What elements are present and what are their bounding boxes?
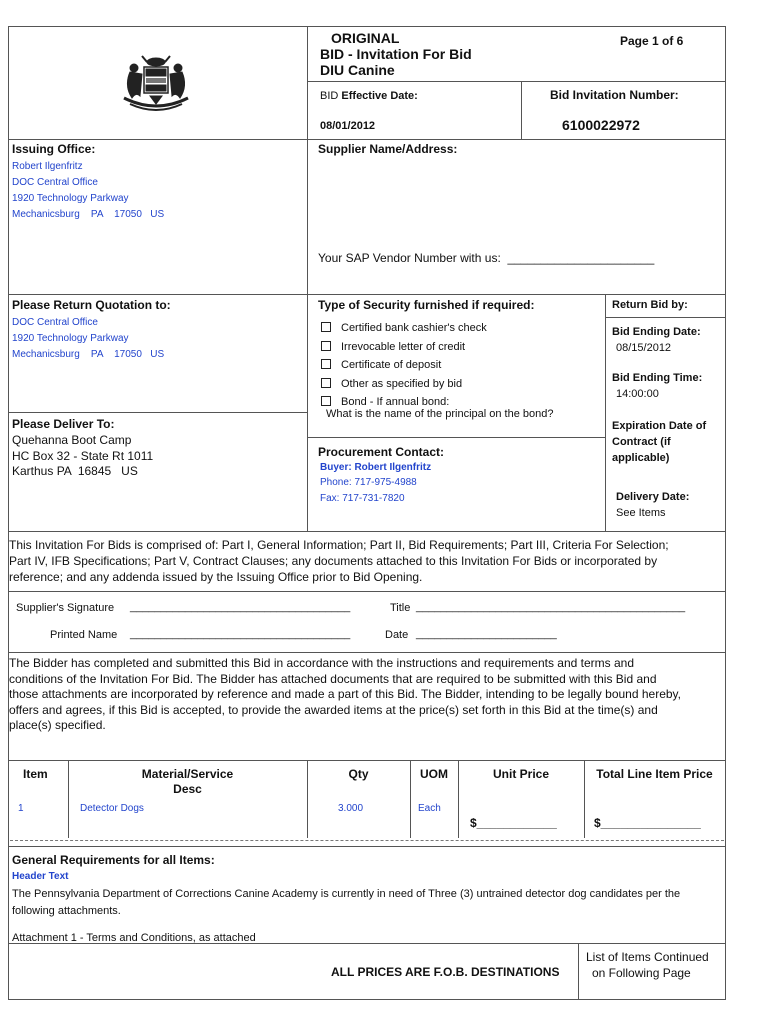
bid-title: BID - Invitation For Bid [320,46,472,62]
issuing-office-address: Robert Ilgenfritz DOC Central Office 1920 Technology Parkway Mechanicsburg PA 17050 US [12,161,165,220]
col-header-material: Material/Service Desc [141,767,234,796]
frame-top [8,26,726,27]
checkbox-icon[interactable] [321,396,331,406]
deliver-to-address: Quehanna Boot Camp HC Box 32 - State Rt 1011 Karthus PA 16845 US [12,433,154,478]
sap-vendor-field[interactable]: Your SAP Vendor Number with us: ______________________ [318,251,655,265]
divider-v-footer [578,943,579,999]
bid-ending-date-value: 08/15/2012 [616,342,672,354]
general-body: The Pennsylvania Department of Corrections Canine Academy is currently in need of Three (3) untrained detector dog candidates per the following attachments. [12,888,681,917]
fob-note: ALL PRICES ARE F.O.B. DESTINATIONS [331,965,560,979]
divider-h-deliver [8,412,307,413]
divider-h4 [8,591,726,592]
col-header-item: Item [23,767,48,781]
supplier-signature-label: Supplier's Signature [16,602,115,614]
divider-h1 [8,139,726,140]
items-continued-note: List of Items Continued on Following Page [586,950,709,980]
divider-h3 [8,531,726,532]
bond-question: What is the name of the principal on the bond? [326,408,554,420]
invitation-number-value: 6100022972 [562,117,640,133]
divider-h-header [307,81,726,82]
invitation-number-label: Bid Invitation Number: [550,88,679,102]
checkbox-icon[interactable] [321,359,331,369]
divider-v3 [605,294,606,531]
title-label: Title [390,602,411,614]
effective-date-value: 08/01/2012 [320,120,376,132]
frame-left [8,26,9,1000]
procurement-label: Procurement Contact: [318,445,445,459]
supplier-label: Supplier Name/Address: [318,142,458,156]
divider-h5 [8,652,726,653]
divider-h7 [8,846,726,847]
checkbox-icon[interactable] [321,322,331,332]
return-quotation-label: Please Return Quotation to: [12,298,171,312]
original-label: ORIGINAL [331,30,400,46]
page-number: Page 1 of 6 [620,34,684,48]
date-label: Date [385,629,409,641]
col-header-uom: UOM [420,767,448,781]
col-header-total: Total Line Item Price [596,767,713,781]
security-option[interactable]: Certified bank cashier's check [321,319,487,338]
divider-v1 [307,26,308,295]
return-quotation-address: DOC Central Office 1920 Technology Parkway Mechanicsburg PA 17050 US [12,317,165,360]
bid-ending-time-value: 14:00:00 [616,388,659,400]
frame-right [725,26,726,1000]
general-requirements-label: General Requirements for all Items: [12,853,215,867]
divider-v2 [307,294,308,531]
bid-subtitle: DIU Canine [320,62,395,78]
title-field[interactable]: ____________________________________________ [416,601,686,613]
checkbox-icon[interactable] [321,341,331,351]
return-bid-label: Return Bid by: [612,299,688,311]
frame-bottom [8,999,726,1000]
table-row-item: 1 [18,803,24,814]
expiration-date-label: Expiration Date of Contract (if applicable) [612,420,707,464]
security-option[interactable]: Irrevocable letter of credit [321,338,487,357]
printed-name-label: Printed Name [50,629,118,641]
table-row-uom: Each [418,803,441,814]
divider-h6 [8,760,726,761]
issuing-office-label: Issuing Office: [12,142,96,156]
table-dashed-rule [10,840,724,841]
col-header-qty: Qty [348,767,369,781]
total-price-field[interactable]: $_______________ [594,816,701,830]
buyer-fax: Fax: 717-731-7820 [320,493,405,504]
intro-paragraph: This Invitation For Bids is comprised of: Part I, General Information; Part II, Bid Requirements; Part III, Criteria For Selection; Part IV, IFB Specifications; Part V, Contract Clauses; any documents attached to this Invitation For Bids or incorporated by reference; and any addenda issued by the Issuing Office prior to Bid Opening. [9,538,669,584]
date-field[interactable]: _______________________ [416,628,557,640]
effective-date-label: BID Effective Date: [320,90,418,102]
checkbox-icon[interactable] [321,378,331,388]
table-row-qty: 3.000 [338,803,364,814]
divider-h2 [8,294,726,295]
delivery-date-label: Delivery Date: [616,491,690,503]
pennsylvania-seal-icon [110,52,202,118]
security-option[interactable]: Other as specified by bid [321,375,487,394]
attachment-note: Attachment 1 - Terms and Conditions, as attached [12,932,256,944]
divider-h-procure [307,437,605,438]
unit-price-field[interactable]: $____________ [470,816,557,830]
security-options [321,319,487,412]
security-label: Type of Security furnished if required: [318,298,535,312]
buyer-phone: Phone: 717-975-4988 [320,477,417,488]
col-header-unit-price: Unit Price [492,767,549,781]
security-option[interactable]: Bond - If annual bond: [321,393,487,412]
deliver-to-label: Please Deliver To: [12,417,115,431]
divider-return [605,317,726,318]
printed-name-field[interactable]: ____________________________________ [130,628,351,640]
divider-v-inv [521,81,522,139]
security-option[interactable]: Certificate of deposit [321,356,487,375]
buyer-name: Buyer: Robert Ilgenfritz [320,462,432,473]
delivery-date-value: See Items [616,507,666,519]
bid-ending-date-label: Bid Ending Date: [612,326,701,338]
supplier-signature-field[interactable]: ____________________________________ [130,601,351,613]
bid-ending-time-label: Bid Ending Time: [612,372,703,384]
header-text-label: Header Text [12,871,69,882]
table-row-desc: Detector Dogs [80,803,144,814]
bidder-paragraph: The Bidder has completed and submitted this Bid in accordance with the instructions and requirements and terms and conditions of the Invitation For Bid. The Bidder has attached documents that are required to be submitted with this Bid and those attachments are incorporated by reference and made a part of this Bid. The Bidder, intending to be legally bound hereby, offers and agrees, if this Bid is accepted, to provide the awarded items at the price(s) set forth in this Bid at the time(s) and place(s) specified. [9,656,681,733]
